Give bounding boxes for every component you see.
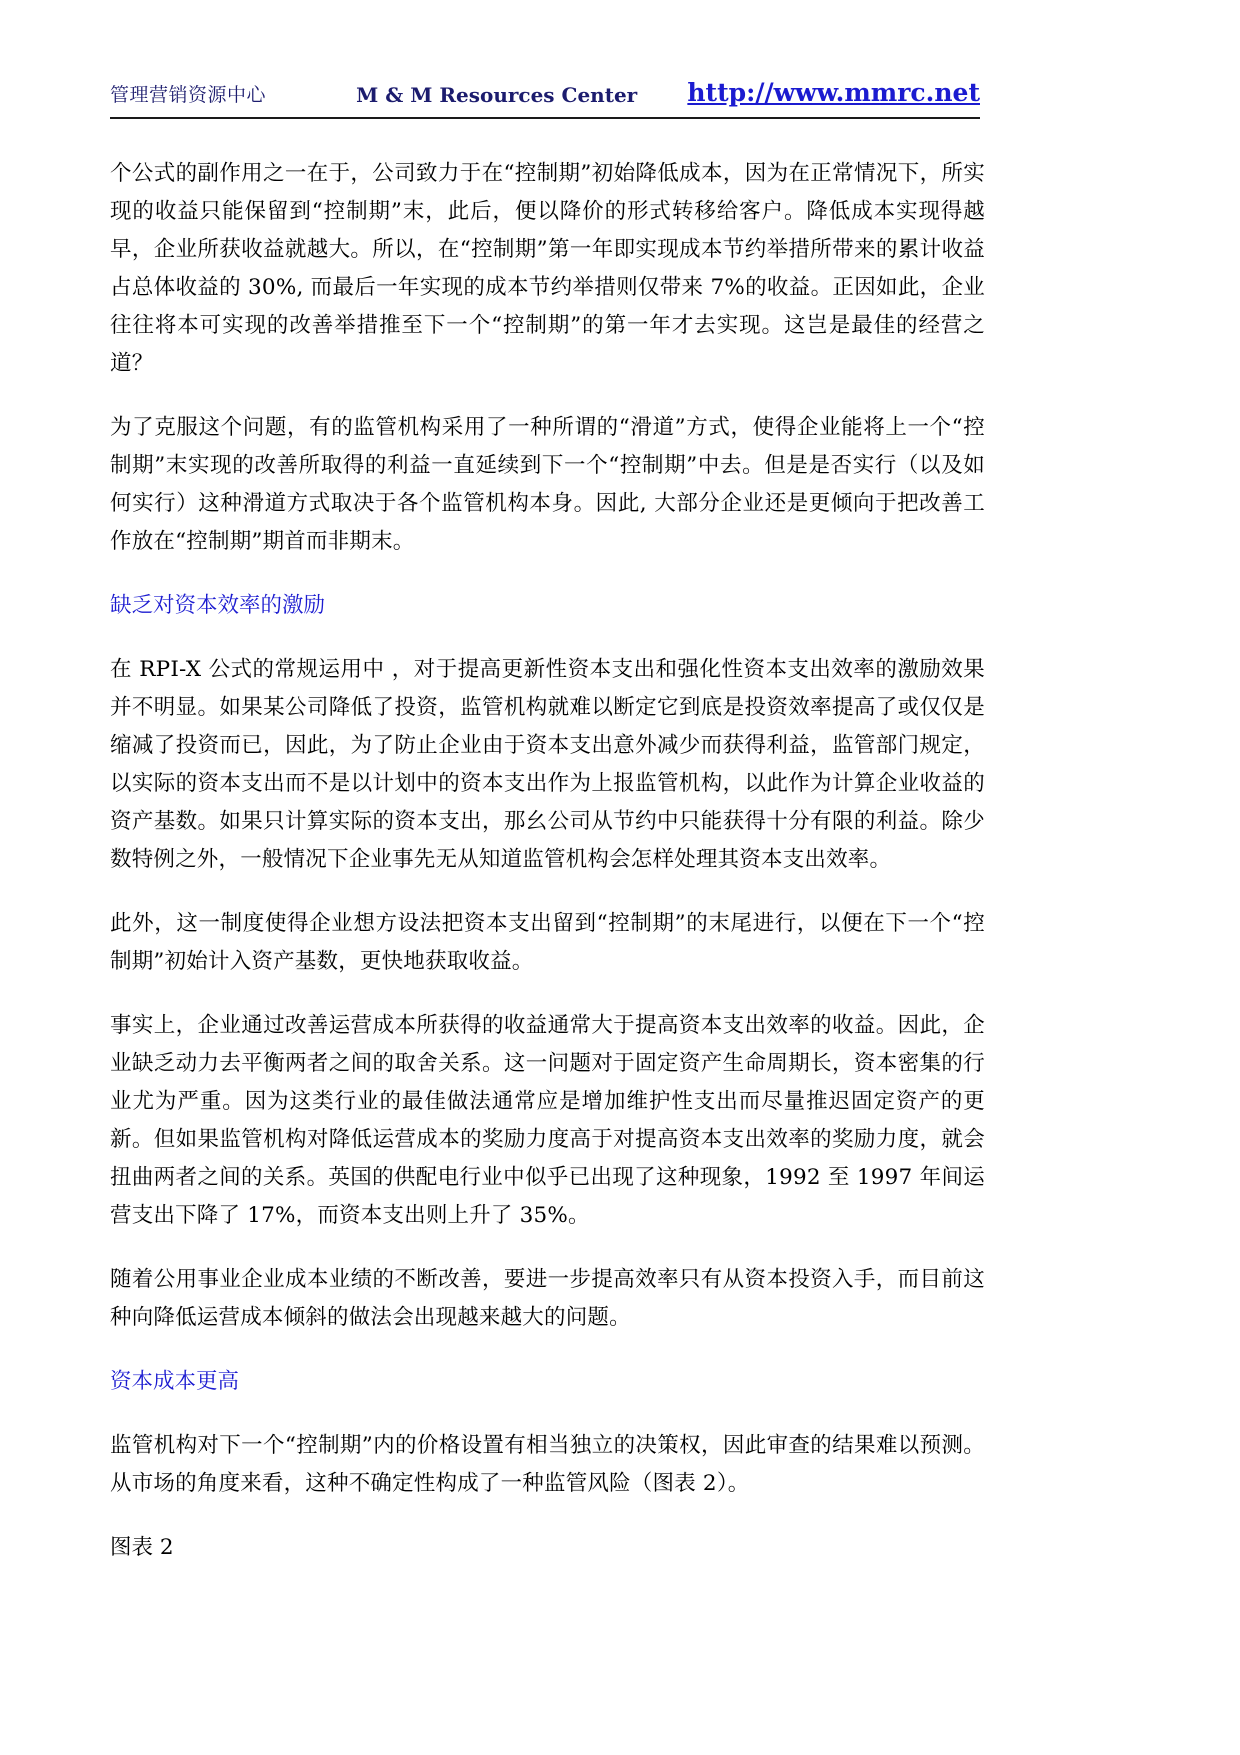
header-website-link[interactable]: http://www.mmrc.net	[687, 78, 980, 107]
figure-caption: 图表 2	[110, 1535, 174, 1560]
section-heading-capital-cost: 资本成本更高	[110, 1369, 240, 1394]
paragraph: 随着公用事业企业成本业绩的不断改善，要进一步提高效率只有从资本投资入手，而目前这种向降低运营成本倾斜的做法会出现越来越大的问题。	[110, 1267, 985, 1330]
paragraph: 监管机构对下一个“控制期”内的价格设置有相当独立的决策权，因此审查的结果难以预测。从市场的角度来看，这种不确定性构成了一种监管风险（图表 2）。	[110, 1433, 985, 1496]
section-heading-capital-efficiency: 缺乏对资本效率的激励	[110, 593, 326, 618]
page-header	[110, 78, 980, 119]
paragraph: 个公式的副作用之一在于，公司致力于在“控制期”初始降低成本，因为在正常情况下，所实现的收益只能保留到“控制期”末，此后，便以降价的形式转移给客户。降低成本实现得越早，企业所获收益就越大。所以，在“控制期”第一年即实现成本节约举措所带来的累计收益占总体收益的 30%, 而最后一年实现的成本节约举措则仅带来 7%的收益。正因如此，企业往往将本可实现的改善举措推至下一个“控制期”的第一年才去实现。这岂是最佳的经营之道？	[110, 161, 985, 376]
paragraph: 为了克服这个问题，有的监管机构采用了一种所谓的“滑道”方式，使得企业能将上一个“控制期”末实现的改善所取得的利益一直延续到下一个“控制期”中去。但是是否实行（以及如何实行）这种滑道方式取决于各个监管机构本身。因此, 大部分企业还是更倾向于把改善工作放在“控制期”期首而非期末。	[110, 415, 985, 554]
paragraph: 此外，这一制度使得企业想方设法把资本支出留到“控制期”的末尾进行，以便在下一个“控制期”初始计入资产基数，更快地获取收益。	[110, 911, 985, 974]
header-chinese-title: 管理营销资源中心	[110, 84, 267, 106]
header-english-title: M & M Resources Center	[356, 83, 638, 107]
paragraph: 事实上，企业通过改善运营成本所获得的收益通常大于提高资本支出效率的收益。因此，企业缺乏动力去平衡两者之间的取舍关系。这一问题对于固定资产生命周期长，资本密集的行业尤为严重。因为这类行业的最佳做法通常应是增加维护性支出而尽量推迟固定资产的更新。但如果监管机构对降低运营成本的奖励力度高于对提高资本支出效率的奖励力度，就会扭曲两者之间的关系。英国的供配电行业中似乎已出现了这种现象，1992 至 1997 年间运营支出下降了 17%，而资本支出则上升了 35%。	[110, 1013, 985, 1228]
paragraph: 在 RPI-X 公式的常规运用中 ，对于提高更新性资本支出和强化性资本支出效率的激励效果并不明显。如果某公司降低了投资，监管机构就难以断定它到底是投资效率提高了或仅仅是缩减了投资而已，因此，为了防止企业由于资本支出意外减少而获得利益，监管部门规定，以实际的资本支出而不是以计划中的资本支出作为上报监管机构，以此作为计算企业收益的资产基数。如果只计算实际的资本支出，那幺公司从节约中只能获得十分有限的利益。除少数特例之外，一般情况下企业事先无从知道监管机构会怎样处理其资本支出效率。	[110, 657, 985, 872]
document-body	[110, 155, 985, 1567]
